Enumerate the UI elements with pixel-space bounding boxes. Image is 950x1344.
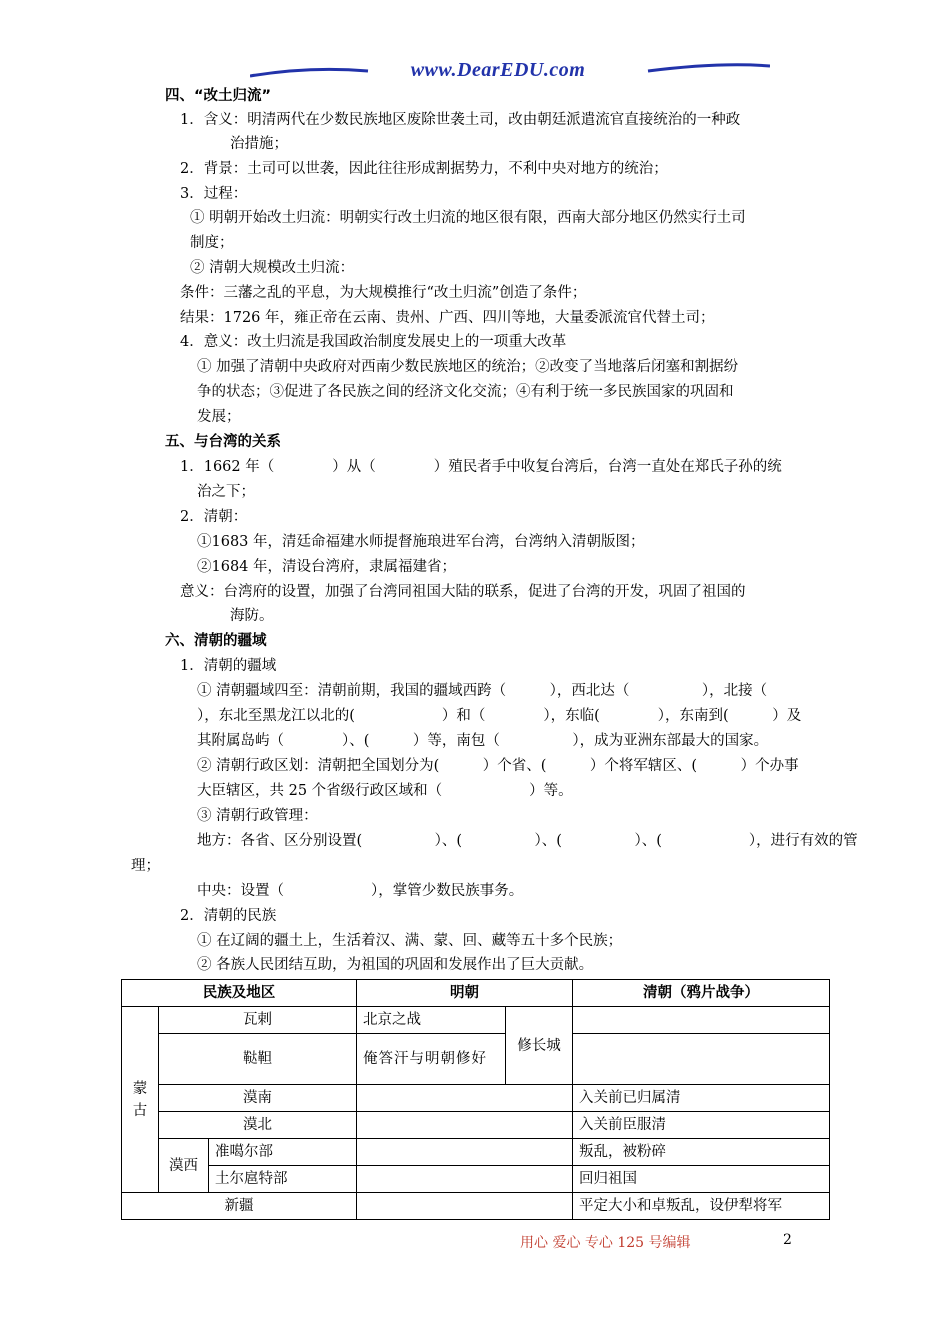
sec4-meaning-line2: 治措施； xyxy=(230,136,288,152)
sec6-local-line2: 理； xyxy=(131,858,160,874)
sec4-background: 2．背景：土司可以世袭，因此往往形成割据势力，不利中央对地方的统治； xyxy=(180,161,668,177)
mobei-ming-cell xyxy=(357,1112,573,1139)
table-row xyxy=(122,1085,830,1112)
dada-ming-cell: 俺答汗与明朝修好 xyxy=(357,1034,506,1085)
sec6-management: ③ 清朝行政管理： xyxy=(197,808,318,824)
section-5-title: 五、与台湾的关系 xyxy=(165,434,281,450)
dada-cell: 鞑靼 xyxy=(159,1034,357,1085)
sec4-ming-line1: ① 明朝开始改土归流：明朝实行改土归流的地区很有限，西南大部分地区仍然实行土司 xyxy=(190,210,746,226)
sec6-ethnic-2: ② 各族人民团结互助，为祖国的巩固和发展作出了巨大贡献。 xyxy=(197,957,594,973)
dada-qing-cell xyxy=(573,1034,830,1085)
table-row xyxy=(122,1193,830,1220)
tuerhute-ming-cell xyxy=(357,1166,573,1193)
header-ming: 明朝 xyxy=(357,980,573,1007)
table-header-row xyxy=(122,980,830,1007)
sec6-admin-line2: 大臣辖区，共 25 个省级行政区域和（ ）等。 xyxy=(197,783,573,799)
sec5-significance-line2: 海防。 xyxy=(230,608,274,624)
zhungeer-cell: 准噶尔部 xyxy=(209,1139,357,1166)
sec6-borders-line3: 其附属岛屿（ ）、( ）等，南包（ ），成为亚洲东部最大的国家。 xyxy=(197,733,769,749)
sec4-condition: 条件：三藩之乱的平息，为大规模推行“改土归流”创造了条件； xyxy=(180,285,587,301)
sec6-territory-heading: 1．清朝的疆域 xyxy=(180,658,277,674)
monan-ming-cell xyxy=(357,1085,573,1112)
sec6-borders-line2: ），东北至黑龙江以北的( ）和（ ），东临( ），东南到( ）及 xyxy=(197,708,802,724)
section-6-title: 六、清朝的疆域 xyxy=(165,633,267,649)
page-number: 2 xyxy=(783,1232,792,1248)
wala-qing-cell xyxy=(573,1007,830,1034)
sec6-local-line1: 地方：各省、区分别设置( ）、( ）、( ）、( ），进行有效的管 xyxy=(197,833,858,849)
sec6-ethnic-1: ① 在辽阔的疆土上，生活着汉、满、蒙、回、藏等五十多个民族； xyxy=(197,933,623,949)
zhungeer-ming-cell xyxy=(357,1139,573,1166)
mobei-cell: 漠北 xyxy=(159,1112,357,1139)
moxi-cell: 漠西 xyxy=(159,1139,209,1193)
monan-cell: 漠南 xyxy=(159,1085,357,1112)
table-row xyxy=(122,1112,830,1139)
sec4-sig-line3: 发展； xyxy=(197,409,241,425)
header-qing: 清朝（鸦片战争） xyxy=(573,980,830,1007)
sec5-1662-line1: 1．1662 年（ ）从（ ）殖民者手中收复台湾后，台湾一直处在郑氏子孙的统 xyxy=(180,459,782,475)
header-region: 民族及地区 xyxy=(122,980,357,1007)
sec4-significance: 4．意义：改土归流是我国政治制度发展史上的一项重大改革 xyxy=(180,334,567,350)
sec5-significance-line1: 意义：台湾府的设置，加强了台湾同祖国大陆的联系，促进了台湾的开发，巩固了祖国的 xyxy=(180,584,746,600)
sec4-qing: ② 清朝大规模改土归流： xyxy=(190,260,355,276)
page-header xyxy=(250,58,770,82)
tuerhute-qing-cell: 回归祖国 xyxy=(573,1166,830,1193)
mongol-label: 蒙古 xyxy=(132,1080,148,1119)
table-row xyxy=(122,1166,830,1193)
ethnic-relations-table xyxy=(121,979,830,1220)
sec6-ethnic-heading: 2．清朝的民族 xyxy=(180,908,277,924)
wala-ming-cell: 北京之战 xyxy=(357,1007,506,1034)
sec4-result: 结果：1726 年，雍正帝在云南、贵州、广西、四川等地，大量委派流官代替土司； xyxy=(180,310,715,326)
xinjiang-qing-cell: 平定大小和卓叛乱，设伊犁将军 xyxy=(573,1193,830,1220)
sec5-qing: 2．清朝： xyxy=(180,509,248,525)
sec4-sig-line1: ① 加强了清朝中央政府对西南少数民族地区的统治；②改变了当地落后闭塞和割据纷 xyxy=(197,359,739,375)
sec4-sig-line2: 争的状态；③促进了各民族之间的经济文化交流；④有利于统一多民族国家的巩固和 xyxy=(197,384,734,400)
sec6-central: 中央：设置（ ），掌管少数民族事务。 xyxy=(197,883,524,899)
sec6-admin-line1: ② 清朝行政区划：清朝把全国划分为( ）个省、( ）个将军辖区、( ）个办事 xyxy=(197,758,799,774)
section-4-title: 四、“改土归流” xyxy=(165,88,272,104)
sec5-1683: ①1683 年，清廷命福建水师提督施琅进军台湾，台湾纳入清朝版图； xyxy=(197,534,645,550)
monan-qing-cell: 入关前已归属清 xyxy=(573,1085,830,1112)
zhungeer-qing-cell: 叛乱，被粉碎 xyxy=(573,1139,830,1166)
table-row xyxy=(122,1034,830,1085)
xinjiang-ming-cell xyxy=(357,1193,573,1220)
xinjiang-cell: 新疆 xyxy=(122,1193,357,1220)
footer-slogan: 用心 爱心 专心 125 号编辑 xyxy=(520,1235,691,1251)
tuerhute-cell: 土尔扈特部 xyxy=(209,1166,357,1193)
table-row xyxy=(122,1007,830,1034)
site-logo-text[interactable]: www.DearEDU.com xyxy=(410,59,586,81)
sec4-ming-line2: 制度； xyxy=(190,235,234,251)
mongol-cell xyxy=(122,1007,159,1193)
sec4-meaning-line1: 1．含义：明清两代在少数民族地区废除世袭土司，改由朝廷派遣流官直接统治的一种政 xyxy=(180,112,741,128)
sec6-borders-line1: ① 清朝疆域四至：清朝前期，我国的疆域西跨（ ），西北达（ ），北接（ xyxy=(197,683,768,699)
great-wall-cell: 修长城 xyxy=(506,1007,573,1085)
sec5-1684: ②1684 年，清设台湾府，隶属福建省； xyxy=(197,559,457,575)
sec4-process: 3．过程： xyxy=(180,186,248,202)
sec5-1662-line2: 治之下； xyxy=(197,484,255,500)
table-row xyxy=(122,1139,830,1166)
mobei-qing-cell: 入关前臣服清 xyxy=(573,1112,830,1139)
wala-cell: 瓦剌 xyxy=(159,1007,357,1034)
